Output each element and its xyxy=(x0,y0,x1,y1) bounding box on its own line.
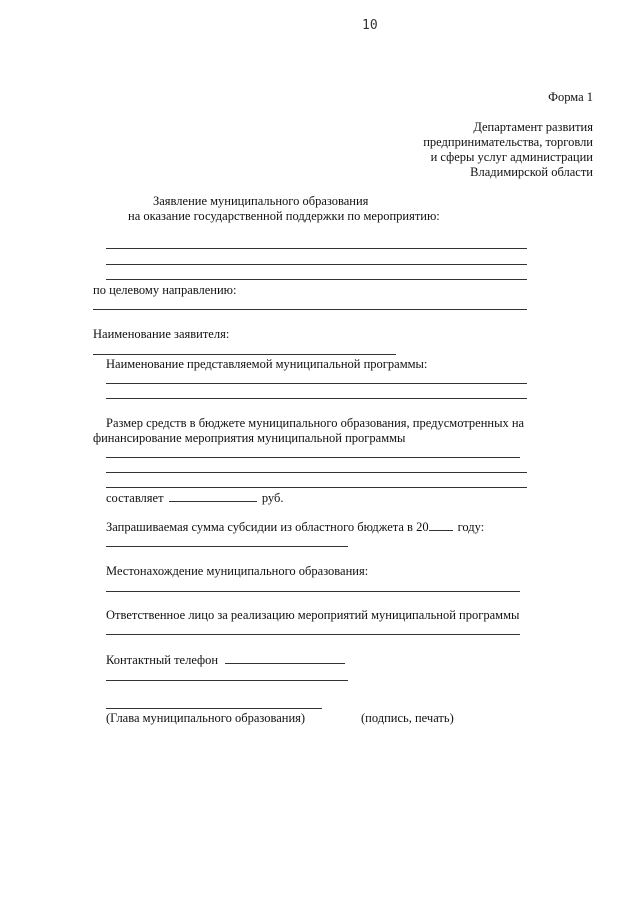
subsidy-row xyxy=(106,519,484,535)
location-label: Местонахождение муниципального образования: xyxy=(106,564,369,578)
fill-line xyxy=(106,279,527,280)
amount-suffix: руб. xyxy=(261,491,284,505)
amount-blank xyxy=(169,490,257,502)
addressee-line-2: предпринимательства, торговли xyxy=(423,135,593,149)
form-label: Форма 1 xyxy=(548,90,593,104)
phone-row xyxy=(106,652,345,668)
document-title-line-1: Заявление муниципального образования xyxy=(153,194,369,208)
addressee-line-1: Департамент развития xyxy=(473,120,593,134)
year-blank xyxy=(429,519,453,531)
page-number: 10 xyxy=(362,18,378,33)
fill-line xyxy=(106,634,520,635)
phone-blank xyxy=(225,652,345,664)
fill-line xyxy=(106,248,527,249)
subsidy-suffix: году: xyxy=(457,520,485,534)
applicant-name-label: Наименование заявителя: xyxy=(93,327,230,341)
fill-line xyxy=(106,680,348,681)
budget-funds-label-line-1: Размер средств в бюджете муниципального образования, предусмотренных на xyxy=(106,416,525,430)
phone-label: Контактный телефон xyxy=(106,653,219,667)
program-name-label: Наименование представляемой муниципальной программы: xyxy=(106,357,428,371)
fill-line xyxy=(106,546,348,547)
addressee-line-3: и сферы услуг администрации xyxy=(430,150,593,164)
fill-line xyxy=(106,457,520,458)
fill-line xyxy=(93,309,527,310)
addressee-line-4: Владимирской области xyxy=(470,165,593,179)
amount-row xyxy=(106,490,283,506)
fill-line xyxy=(106,264,527,265)
budget-funds-label-line-2: финансирование мероприятия муниципальной программы xyxy=(93,431,406,445)
fill-line xyxy=(106,472,527,473)
document-title-line-2: на оказание государственной поддержки по мероприятию: xyxy=(128,209,440,223)
subsidy-prefix: Запрашиваемая сумма субсидии из областного бюджета в 20 xyxy=(106,520,429,534)
signature-line xyxy=(106,708,322,709)
fill-line xyxy=(106,383,527,384)
fill-line xyxy=(106,487,527,488)
fill-line xyxy=(106,398,527,399)
amount-prefix: составляет xyxy=(106,491,164,505)
head-of-municipality-label: (Глава муниципального образования) xyxy=(106,711,306,725)
fill-line xyxy=(106,591,520,592)
fill-line xyxy=(93,354,396,355)
signature-stamp-label: (подпись, печать) xyxy=(361,711,454,725)
target-direction-label: по целевому направлению: xyxy=(93,283,237,297)
responsible-person-label: Ответственное лицо за реализацию мероприятий муниципальной программы xyxy=(106,608,520,622)
